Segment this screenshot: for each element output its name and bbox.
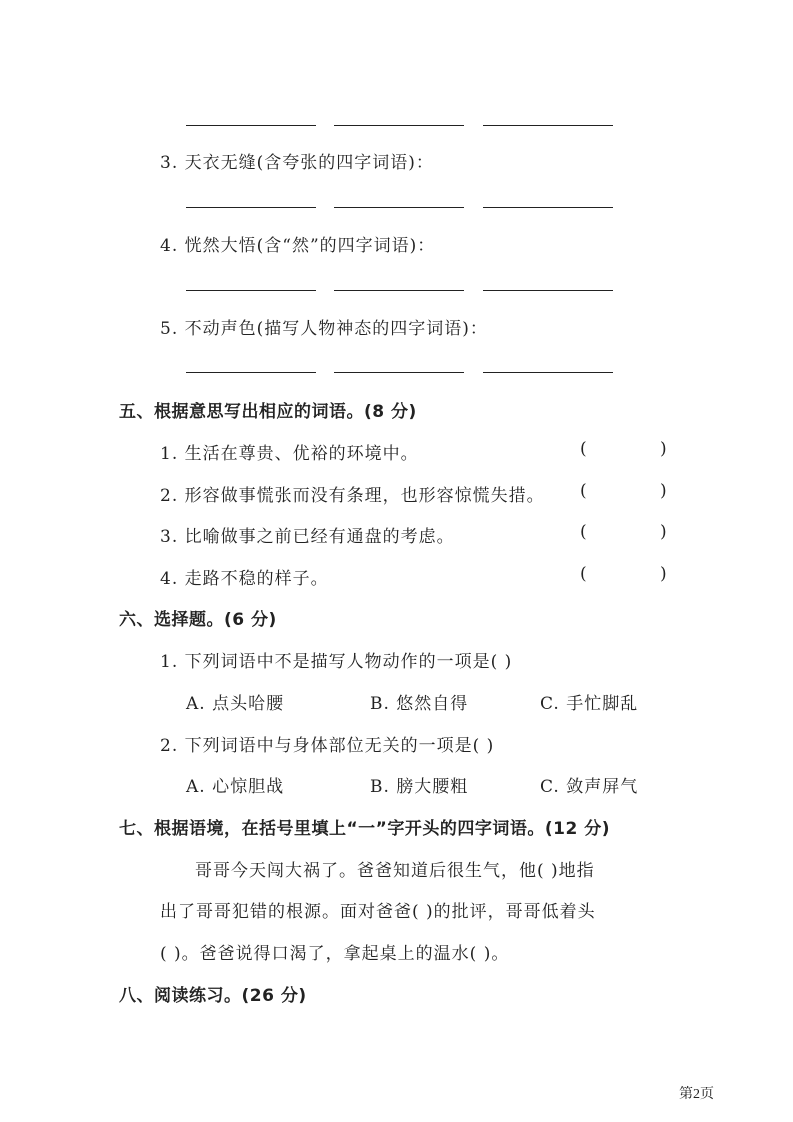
meaning-item-4: 4. 走路不稳的样子。 <box>160 569 329 589</box>
answer-blank[interactable] <box>186 290 316 291</box>
answer-blank[interactable] <box>334 290 464 291</box>
answer-paren-open: ( <box>580 522 587 542</box>
section-5-heading: 五、根据意思写出相应的词语。(8 分) <box>119 402 417 422</box>
answer-paren-open: ( <box>580 564 587 584</box>
passage-line-3: ( )。爸爸说得口渴了，拿起桌上的温水( )。 <box>160 944 510 964</box>
answer-paren-close: ) <box>660 481 667 501</box>
answer-paren-close: ) <box>660 439 667 459</box>
answer-blank[interactable] <box>483 372 613 373</box>
answer-blank[interactable] <box>483 207 613 208</box>
answer-paren-close: ) <box>660 564 667 584</box>
choice-question-1: 1. 下列词语中不是描写人物动作的一项是( ) <box>160 652 513 672</box>
option-b[interactable]: B. 膀大腰粗 <box>370 777 469 797</box>
choice-question-2: 2. 下列词语中与身体部位无关的一项是( ) <box>160 736 495 756</box>
passage-line-2: 出了哥哥犯错的根源。面对爸爸( )的批评，哥哥低着头 <box>160 902 596 922</box>
question-4: 4. 恍然大悟(含“然”的四字词语)： <box>160 236 436 256</box>
answer-blank[interactable] <box>186 125 316 126</box>
section-7-heading: 七、根据语境，在括号里填上“一”字开头的四字词语。(12 分) <box>119 819 610 839</box>
passage-line-1: 哥哥今天闯大祸了。爸爸知道后很生气，他( )地指 <box>195 861 595 881</box>
answer-blank[interactable] <box>334 372 464 373</box>
answer-paren-close: ) <box>660 522 667 542</box>
question-5: 5. 不动声色(描写人物神态的四字词语)： <box>160 319 488 339</box>
section-6-heading: 六、选择题。(6 分) <box>119 610 277 630</box>
question-3: 3. 天衣无缝(含夸张的四字词语)： <box>160 153 434 173</box>
option-a[interactable]: A. 心惊胆战 <box>186 777 285 797</box>
answer-blank[interactable] <box>186 207 316 208</box>
answer-blank[interactable] <box>483 125 613 126</box>
option-c[interactable]: C. 敛声屏气 <box>540 777 639 797</box>
option-a[interactable]: A. 点头哈腰 <box>186 694 285 714</box>
page-number: 第2页 <box>679 1087 714 1102</box>
answer-blank[interactable] <box>334 207 464 208</box>
answer-blank[interactable] <box>334 125 464 126</box>
meaning-item-3: 3. 比喻做事之前已经有通盘的考虑。 <box>160 527 455 547</box>
answer-paren-open: ( <box>580 481 587 501</box>
meaning-item-1: 1. 生活在尊贵、优裕的环境中。 <box>160 444 419 464</box>
option-c[interactable]: C. 手忙脚乱 <box>540 694 639 714</box>
section-8-heading: 八、阅读练习。(26 分) <box>119 986 307 1006</box>
answer-blank[interactable] <box>186 372 316 373</box>
answer-paren-open: ( <box>580 439 587 459</box>
meaning-item-2: 2. 形容做事慌张而没有条理，也形容惊慌失措。 <box>160 486 545 506</box>
answer-blank[interactable] <box>483 290 613 291</box>
option-b[interactable]: B. 悠然自得 <box>370 694 469 714</box>
